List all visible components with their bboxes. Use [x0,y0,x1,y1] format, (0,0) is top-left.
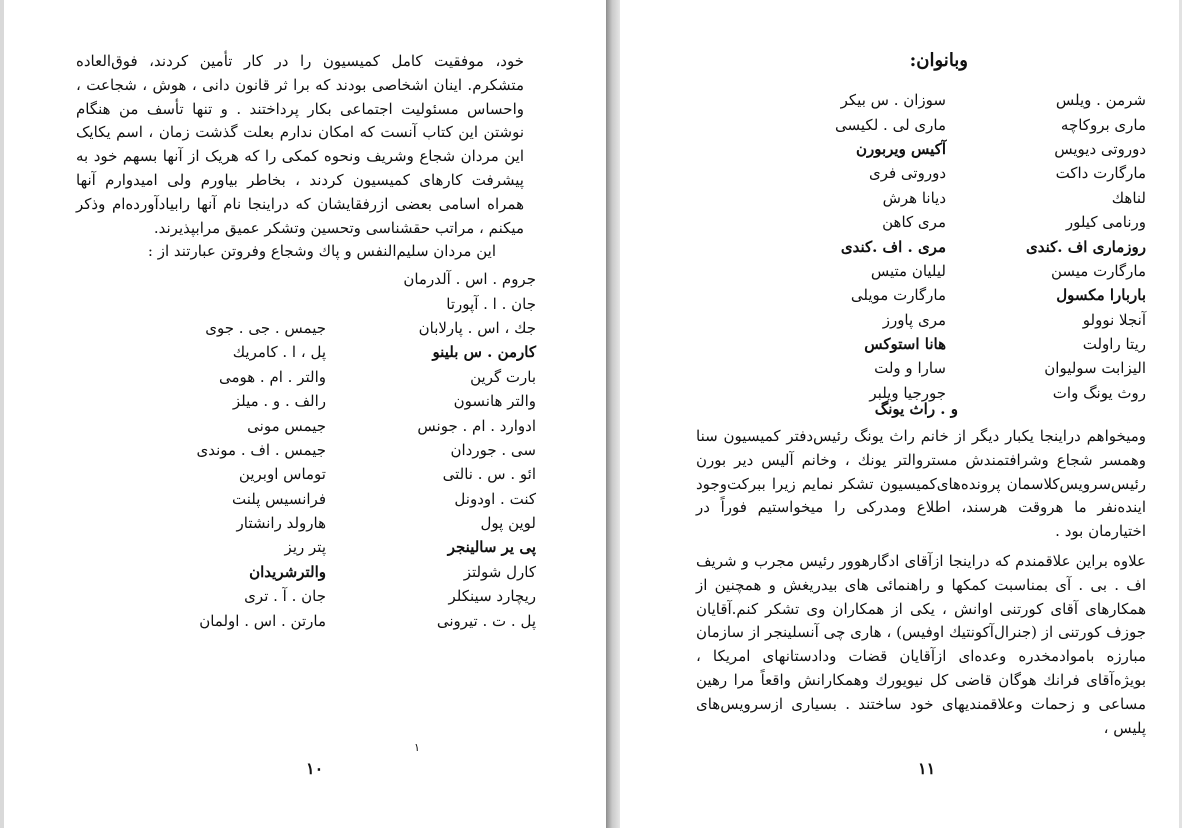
list-item: ائو . س . نالتی توماس اوبرین [238,465,536,484]
right-paragraph-2: علاوه براین علاقمندم که دراینجا ازآقای ادگارهوور رئیس مجرب و شریف اف . بی . آی بمناسبت کمکها و راهنمائی های بیدریغش و همچنین از همکارهای آقای کورتنی اوانش ، یکی از همکاران وی تشکر کنم.آقایان جوزف کورتنی از (جنرال‌آکونتیك اوفیس) ، هاری چی آنسلینجر از سازمان مبارزه باموادمخدره وعده‌ای ازآقایان قضات ودادستانهای امریکا ، بویژه‌آقای فرانك هوگان قاضی کل نیویورك وهمکارانش واقعاً مرا رهین مساعی و زحمات وعلاقمندیهای خود ساختند . بسیاری ازسرویس‌های پلیس ، [696,551,1146,737]
list-item: کارل شولتز والترشریدان [249,562,536,581]
list-item: جروم . اس . آلدرمان [403,270,536,289]
list-item: جك ، اس . پارلابان جیمس . جی . جوی [205,318,536,337]
list-item: بارت گرین والتر . ام . هومی [218,367,536,386]
list-item: دوروتی دیویس آکیس ویربورن [855,139,1146,158]
right-paragraph-block [696,425,1146,740]
left-paragraph-block [76,50,524,264]
list-item: مارگارت داکت دوروتی فری [868,164,1146,183]
list-item: مارگارت میسن لیلیان متیس [870,261,1146,280]
left-names-list [150,267,536,633]
list-item: ماری بروکاچه ماری لی . لکیسی [835,115,1146,134]
list-item: ریتا راولت هانا استوکس [864,335,1146,354]
list-item: لوین پول هارولد رانشتار [236,514,536,533]
list-item: پی یر سالینجر پتر ریز [284,538,536,557]
list-item: الیزابت سولیوان سارا و ولت [874,359,1146,378]
page-number-right: ۱۱ [918,759,936,778]
list-item: ادوارد . ام . جونس جیمس مونی [247,416,536,435]
right-names-list [800,88,1146,405]
list-item: لناهك دیانا هرش [882,188,1146,207]
right-page [620,0,1182,828]
list-item: ورنامی کیلور مری کاهن [882,213,1146,232]
list-item: ریچارد سینکلر جان . آ . تری [244,587,536,606]
list-item: آنجلا نوولو مری پاورز [882,310,1146,329]
names-intro: این مردان سلیم‌النفس و پاك وشجاع وفروتن عبارتند از : [147,242,496,261]
right-paragraph-1: ومیخواهم دراینجا یکبار دیگر از خانم راث یونگ رئیس‌دفتر کمیسیون سنا وهمسر شجاع وشرافتمندش مستروالتر یونك ، وخانم آلیس دیر بورن رئیس‌سرویس‌کلاسمان پرونده‌های‌کمیسیون تشکر نمایم زیرا ببرکت‌وجود اینده‌نفر ما هروقت هرسند، اطلاع ومدرکی را میخواستیم فوراً در اختیارمان بود . [696,427,1146,541]
list-item: کنت . اودونل فرانسیس پلنت [232,489,536,508]
ladies-heading: وبانوان: [909,50,968,71]
list-item: شرمن . ویلس سوزان . س بیکر [840,91,1146,110]
list-item: روث یونگ وات جورجیا ویلبر [869,383,1146,402]
list-item: سی . جوردان جیمس . اف . موندی [196,440,536,459]
book-gutter [606,0,620,828]
list-item: باربارا مکسول مارگارت مویلی [850,286,1146,305]
left-paragraph: خود، موفقیت کامل کمیسیون را در کار تأمین کردند، فوق‌العاده متشکرم. اینان اشخاصی بودند که برا ثر قانون دانی ، هوش ، شجاعت ، واحساس مسئولیت اجتماعی بکار پرداختند . و تنها تأسف من هنگام نوشتن این کتاب آنست که امکان ندارم بعلت گذشت زمان ، اسم یکایک این مردان شجاع وشریف ونحوه کمکی را که هریک از آنها بسهم خود به پیشرفت کارهای کمیسیون کردند ، بخاطر بیاورم ولی امیدوارم آنها همراه اسامی بعضی ازرفقایشان که دراینجا نام آنها رابیادآورده‌ام وذکر میکنم ، مراتب حقشناسی وتحسین وتشکر عمیق مرابپذیرند. [76,52,524,237]
list-item: والتر هانسون رالف . و . میلز [232,392,536,411]
list-item: پل . ت . تیرونی مارتن . اس . اولمان [199,611,536,630]
list-item: جان . ا . آپورتا [446,294,536,313]
list-item: روزماری اف .کندی مری . اف .کندی [840,237,1146,256]
page-number-left: ۱۰ [306,759,324,778]
subheading: و . راث یونگ [874,400,958,418]
list-item: کارمن . س بلینو پل ، ا . کامریك [232,343,536,362]
footnote-mark: ۱ [414,741,420,754]
page-edge [0,0,4,828]
